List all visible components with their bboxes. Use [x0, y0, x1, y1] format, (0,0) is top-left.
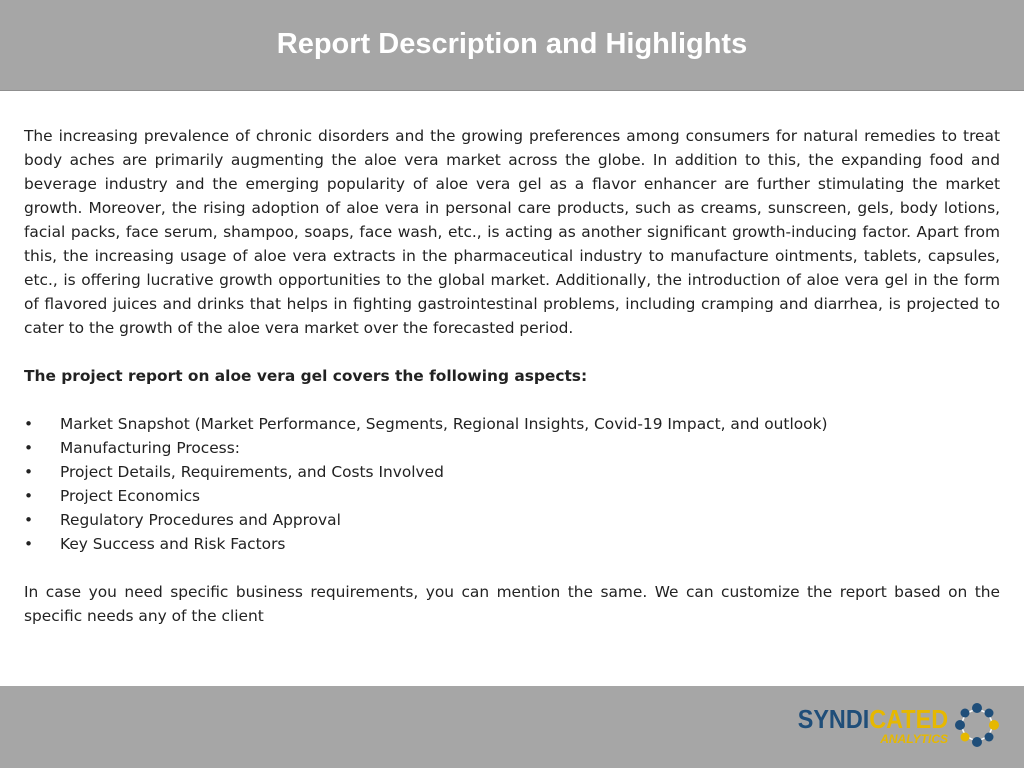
list-item [24, 412, 1000, 436]
list-item [24, 508, 1000, 532]
logo-subtitle: ANALYTICS [880, 731, 948, 746]
logo-text [781, 703, 948, 746]
report-content [24, 124, 1000, 628]
dotted-circle-logo-icon [954, 702, 1000, 748]
aspects-list [24, 412, 1000, 556]
list-item-text: Manufacturing Process: [60, 439, 240, 457]
page-title: Report Description and Highlights [276, 27, 748, 60]
description-paragraph: The increasing prevalence of chronic disorders and the growing preferences among consumers for natural remedies to treat body aches are primarily augmenting the aloe vera market across the globe. In addition to this, the expanding food and beverage industry and the emerging popularity of aloe vera gel as a flavor enhancer are further stimulating the market growth. Moreover, the rising adoption of aloe vera in personal care products, such as creams, sunscreen, gels, body lotions, facial packs, face serum, shampoo, soaps, face wash, etc., is acting as another significant growth-inducing factor. Apart from this, the increasing usage of aloe vera extracts in the pharmaceutical industry to manufacture ointments, tablets, capsules, etc., is offering lucrative growth opportunities to the global market. Additionally, the introduction of aloe vera gel in the form of flavored juices and drinks that helps in fighting gastrointestinal problems, including cramping and diarrhea, is projected to cater to the growth of the aloe vera market over the forecasted period. [24, 127, 1000, 337]
list-item-text: Project Economics [60, 487, 201, 505]
list-item-text: Regulatory Procedures and Approval [60, 511, 341, 529]
bullet-icon: • [24, 511, 34, 529]
list-item-text: Key Success and Risk Factors [60, 535, 286, 553]
logo-brand [797, 703, 948, 734]
bullet-icon: • [24, 439, 34, 457]
header-band [0, 0, 1024, 91]
bullet-icon: • [24, 535, 34, 553]
logo-brand-part1: SYNDI [797, 703, 870, 734]
aspects-heading: The project report on aloe vera gel covers the following aspects: [24, 367, 588, 385]
list-item [24, 460, 1000, 484]
footer-band [0, 686, 1024, 768]
list-item [24, 532, 1000, 556]
logo-brand-part2: CATED [869, 703, 948, 734]
syndicated-analytics-logo [781, 702, 1000, 748]
list-item-text: Project Details, Requirements, and Costs Involved [60, 463, 444, 481]
bullet-icon: • [24, 487, 34, 505]
bullet-icon: • [24, 415, 34, 433]
list-item [24, 436, 1000, 460]
list-item [24, 484, 1000, 508]
closing-paragraph: In case you need specific business requirements, you can mention the same. We can customize the report based on the specific needs any of the client [24, 583, 1000, 625]
bullet-icon: • [24, 463, 34, 481]
list-item-text: Market Snapshot (Market Performance, Segments, Regional Insights, Covid-19 Impact, and outlook) [60, 415, 828, 433]
